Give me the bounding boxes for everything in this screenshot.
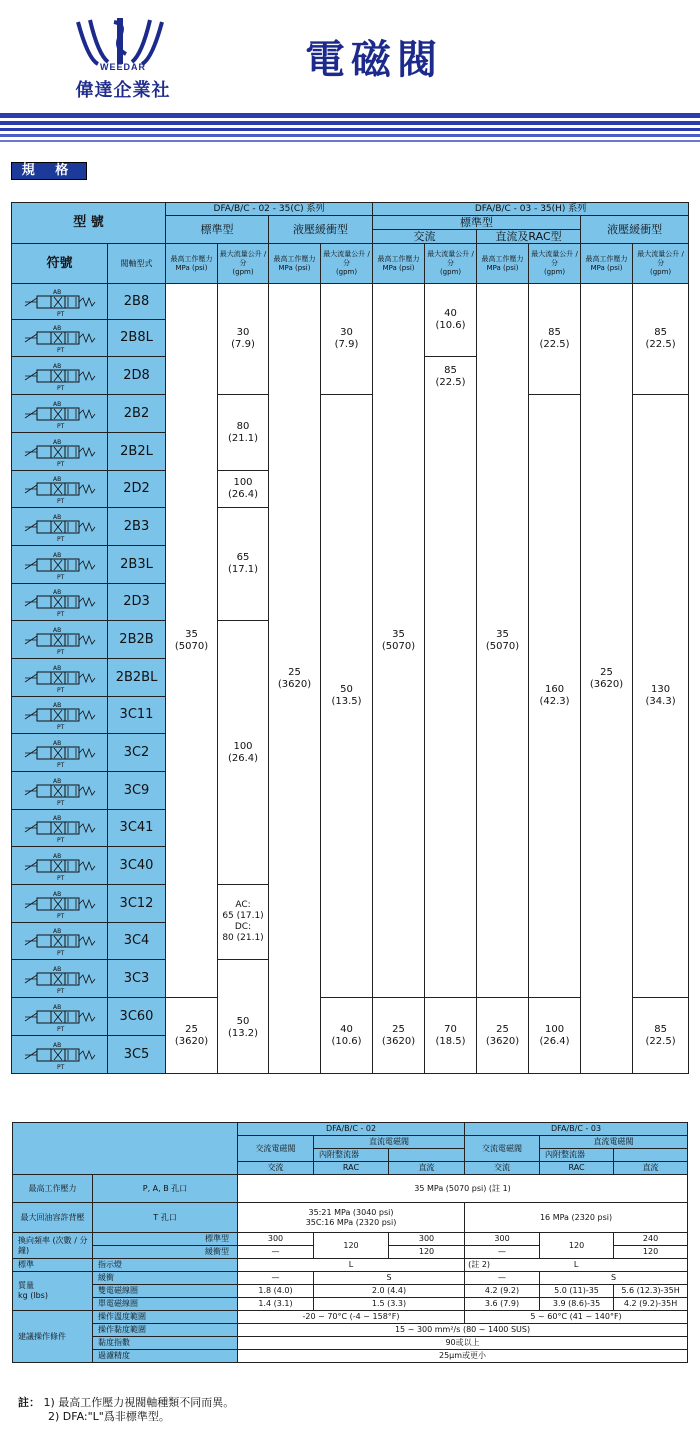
standard-03-label: 標準型: [373, 216, 581, 230]
spool-code: 3C40: [108, 847, 166, 885]
op-temp-label: 操作溫度範圍: [93, 1311, 238, 1324]
spool-code: 3C2: [108, 734, 166, 772]
p4-value: 35 (5070): [477, 284, 529, 998]
valve-symbol-icon: [17, 437, 103, 467]
hydraulic-02-label: 液壓緩衝型: [269, 216, 373, 244]
spool-code: 2B3: [108, 508, 166, 546]
ac-02: 交流: [238, 1162, 314, 1175]
f1-g-value: 50 (13.2): [218, 960, 269, 1074]
valve-symbol-icon: [17, 964, 103, 994]
blank-03: [614, 1149, 688, 1162]
valve-symbol-icon: [17, 587, 103, 617]
p1-c-value: 25 (3620): [166, 998, 218, 1074]
dc-02: 直流: [389, 1162, 465, 1175]
freq-rac-03: 120: [540, 1233, 614, 1259]
visc-idx-value: 90或以上: [238, 1337, 688, 1350]
valve-symbol-icon: [17, 1002, 103, 1032]
valve-symbol-icon: [17, 700, 103, 730]
visc-idx-label: 黏度指數: [93, 1337, 238, 1350]
note-2: 2) DFA:"L"爲非標準型。: [48, 1410, 170, 1423]
spool-code: 3C11: [108, 697, 166, 734]
spool-code: 2D3: [108, 584, 166, 621]
spool-code: 2B8L: [108, 320, 166, 357]
f5-a-value: 85 (22.5): [633, 284, 689, 395]
f2-a-value: 30 (7.9): [321, 284, 373, 395]
f1-b-value: 80 (21.1): [218, 395, 269, 471]
spec-table: [11, 202, 689, 1074]
single-sol-label: 單電磁線圈: [93, 1298, 238, 1311]
damping-label: 緩衝: [93, 1272, 238, 1285]
valve-symbol-icon: [17, 625, 103, 655]
max-pressure-h5: 最高工作壓力 MPa (psi): [581, 244, 633, 284]
ac-sol-03: 交流電磁閥: [465, 1136, 540, 1162]
rectifier-02: 內附整流器: [314, 1149, 389, 1162]
freq-hyd-dc-03: 120: [614, 1246, 688, 1259]
damp-dc-02: S: [314, 1272, 465, 1285]
max-p-label: 最高工作壓力: [13, 1175, 93, 1203]
f4-c-value: 100 (26.4): [529, 998, 581, 1074]
rectifier-03: 內附整流器: [540, 1149, 614, 1162]
freq-std-ac-03: 300: [465, 1233, 540, 1246]
perf-corner: [13, 1123, 238, 1175]
spool-code: 3C4: [108, 923, 166, 960]
back-p-label: 最大回油容許背壓: [13, 1203, 93, 1233]
f1-a-value: 30 (7.9): [218, 284, 269, 395]
p5-value: 25 (3620): [581, 284, 633, 1074]
spool-code: 2B8: [108, 284, 166, 320]
freq-hyd-ac-02: —: [238, 1246, 314, 1259]
f1-d-value: 65 (17.1): [218, 508, 269, 621]
valve-symbol-icon: [17, 738, 103, 768]
f3-d-value: 70 (18.5): [425, 998, 477, 1074]
spool-label: 閥軸型式: [108, 244, 166, 284]
f1-e-value: 100 (26.4): [218, 621, 269, 885]
damp-ac-03: —: [465, 1272, 540, 1285]
f3-b-value: 85 (22.5): [425, 357, 477, 998]
freq-hyd-dc-02: 120: [389, 1246, 465, 1259]
f4-b-value: 160 (42.3): [529, 395, 581, 998]
notes-label: 註：: [18, 1396, 40, 1409]
freq-label: 換向頻率 (次數 / 分鐘): [13, 1233, 93, 1259]
f2-c-value: 40 (10.6): [321, 998, 373, 1074]
max-pressure-h4: 最高工作壓力 MPa (psi): [477, 244, 529, 284]
mass-s3: 3.6 (7.9): [465, 1298, 540, 1311]
indicator-note: (註 2): [468, 1260, 491, 1269]
spool-code: 2D2: [108, 471, 166, 508]
std-label: 標準: [13, 1259, 93, 1272]
freq-std: 標準型: [93, 1233, 238, 1246]
indicator-02: L (註 2): [238, 1259, 465, 1272]
blank-02: [389, 1149, 465, 1162]
max-flow-h3: 最大流量公升 / 分 (gpm): [425, 244, 477, 284]
dc-sol-03: 直流電磁閥: [540, 1136, 688, 1149]
max-flow-h5: 最大流量公升 / 分 (gpm): [633, 244, 689, 284]
footnotes: [18, 1396, 234, 1424]
ac-03: 交流: [465, 1162, 540, 1175]
indicator-label: 指示燈: [93, 1259, 238, 1272]
logo-brand-text: WEEDAR: [100, 62, 146, 72]
max-p-value: 35 MPa (5070 psi) (註 1): [238, 1175, 688, 1203]
spool-code: 3C41: [108, 810, 166, 847]
dc-sol-02: 直流電磁閥: [314, 1136, 465, 1149]
mass-d5: 5.6 (12.3)-35H: [614, 1285, 688, 1298]
model-label: 型 號: [12, 203, 166, 244]
spool-code: 3C9: [108, 772, 166, 810]
freq-rac-02: 120: [314, 1233, 389, 1259]
spool-code: 3C12: [108, 885, 166, 923]
freq-hyd: 緩衝型: [93, 1246, 238, 1259]
dc-rac-03-label: 直流及RAC型: [477, 230, 581, 244]
mass-s2: 1.5 (3.3): [314, 1298, 465, 1311]
page-title: 電磁閥: [305, 36, 443, 83]
spool-code: 3C3: [108, 960, 166, 998]
valve-symbol-icon: [17, 813, 103, 843]
valve-symbol-icon: [17, 323, 103, 353]
logo-company-name: 偉達企業社: [75, 80, 171, 101]
f1-f-value: AC: 65 (17.1) DC: 80 (21.1): [218, 885, 269, 960]
p3-value: 35 (5070): [373, 284, 425, 998]
perf-g03: DFA/B/C - 03: [465, 1123, 688, 1136]
valve-symbol-icon: [17, 474, 103, 504]
rac-02: RAC: [314, 1162, 389, 1175]
freq-hyd-ac-03: —: [465, 1246, 540, 1259]
note-1: 1) 最高工作壓力視閥軸種類不同而異。: [43, 1396, 235, 1409]
p3-c-value: 25 (3620): [373, 998, 425, 1074]
valve-symbol-icon: [17, 287, 103, 317]
valve-symbol-icon: [17, 663, 103, 693]
p2-value: 25 (3620): [269, 284, 321, 1074]
mass-label: 質量 kg (lbs): [13, 1272, 93, 1311]
f5-c-value: 85 (22.5): [633, 998, 689, 1074]
max-flow-h4: 最大流量公升 / 分 (gpm): [529, 244, 581, 284]
max-flow-h2: 最大流量公升 / 分 (gpm): [321, 244, 373, 284]
back-p-03: 16 MPa (2320 psi): [465, 1203, 688, 1233]
op-visc-value: 15 ~ 300 mm²/s (80 ~ 1400 SUS): [238, 1324, 688, 1337]
filter-value: 25μm或更小: [238, 1350, 688, 1363]
spool-code: 2B2B: [108, 621, 166, 659]
max-flow-h1: 最大流量公升 / 分 (gpm): [218, 244, 269, 284]
header-stripes: [0, 113, 700, 143]
spool-code: 2B2BL: [108, 659, 166, 697]
suggest-label: 建議操作條件: [13, 1311, 93, 1363]
back-p-port: T 孔口: [93, 1203, 238, 1233]
mass-d3: 4.2 (9.2): [465, 1285, 540, 1298]
f1-c-value: 100 (26.4): [218, 471, 269, 508]
hydraulic-03-label: 液壓緩衝型: [581, 216, 689, 244]
damp-dc-03: S: [540, 1272, 688, 1285]
p4-c-value: 25 (3620): [477, 998, 529, 1074]
spool-code: 2D8: [108, 357, 166, 395]
filter-label: 過濾精度: [93, 1350, 238, 1363]
max-pressure-h2: 最高工作壓力 MPa (psi): [269, 244, 321, 284]
freq-std-dc-02: 300: [389, 1233, 465, 1246]
indicator-03: L: [465, 1259, 688, 1272]
valve-symbol-icon: [17, 776, 103, 806]
mass-d4: 5.0 (11)-35: [540, 1285, 614, 1298]
valve-symbol-icon: [17, 399, 103, 429]
spool-code: 2B2: [108, 395, 166, 433]
spool-code: 3C60: [108, 998, 166, 1036]
valve-symbol-icon: [17, 889, 103, 919]
max-pressure-h3: 最高工作壓力 MPa (psi): [373, 244, 425, 284]
op-visc-label: 操作黏度範圍: [93, 1324, 238, 1337]
spool-code: 2B3L: [108, 546, 166, 584]
ac-sol-02: 交流電磁閥: [238, 1136, 314, 1162]
spool-code: 3C5: [108, 1036, 166, 1074]
mass-s5: 4.2 (9.2)-35H: [614, 1298, 688, 1311]
perf-g02: DFA/B/C - 02: [238, 1123, 465, 1136]
op-temp-02: -20 ~ 70°C (-4 ~ 158°F): [238, 1311, 465, 1324]
valve-symbol-icon: [17, 851, 103, 881]
f2-b-value: 50 (13.5): [321, 395, 373, 998]
damp-ac-02: —: [238, 1272, 314, 1285]
valve-symbol-icon: [17, 512, 103, 542]
f3-a-value: 40 (10.6): [425, 284, 477, 357]
mass-s1: 1.4 (3.1): [238, 1298, 314, 1311]
series-03-label: DFA/B/C - 03 - 35(H) 系列: [373, 203, 689, 216]
op-temp-03: 5 ~ 60°C (41 ~ 140°F): [465, 1311, 688, 1324]
freq-std-ac-02: 300: [238, 1233, 314, 1246]
f5-b-value: 130 (34.3): [633, 395, 689, 998]
standard-02-label: 標準型: [166, 216, 269, 244]
valve-symbol-icon: [17, 1040, 103, 1070]
freq-std-dc-03: 240: [614, 1233, 688, 1246]
double-sol-label: 雙電磁線圈: [93, 1285, 238, 1298]
valve-symbol-icon: [17, 926, 103, 956]
valve-symbol-icon: [17, 550, 103, 580]
spool-code: 2B2L: [108, 433, 166, 471]
max-p-port: P, A, B 孔口: [93, 1175, 238, 1203]
dc-03: 直流: [614, 1162, 688, 1175]
mass-d1: 1.8 (4.0): [238, 1285, 314, 1298]
series-02-label: DFA/B/C - 02 - 35(C) 系列: [166, 203, 373, 216]
f4-a-value: 85 (22.5): [529, 284, 581, 395]
rac-03: RAC: [540, 1162, 614, 1175]
performance-table: [12, 1122, 688, 1363]
valve-symbol-icon: [17, 361, 103, 391]
back-p-02: 35:21 MPa (3040 psi) 35C:16 MPa (2320 psi): [238, 1203, 465, 1233]
mass-d2: 2.0 (4.4): [314, 1285, 465, 1298]
mass-s4: 3.9 (8.6)-35: [540, 1298, 614, 1311]
section-tag-spec: 規 格: [11, 162, 87, 180]
p1-value: 35 (5070): [166, 284, 218, 998]
max-pressure-h1: 最高工作壓力 MPa (psi): [166, 244, 218, 284]
ac-03-label: 交流: [373, 230, 477, 244]
symbol-label: 符號: [12, 244, 108, 284]
